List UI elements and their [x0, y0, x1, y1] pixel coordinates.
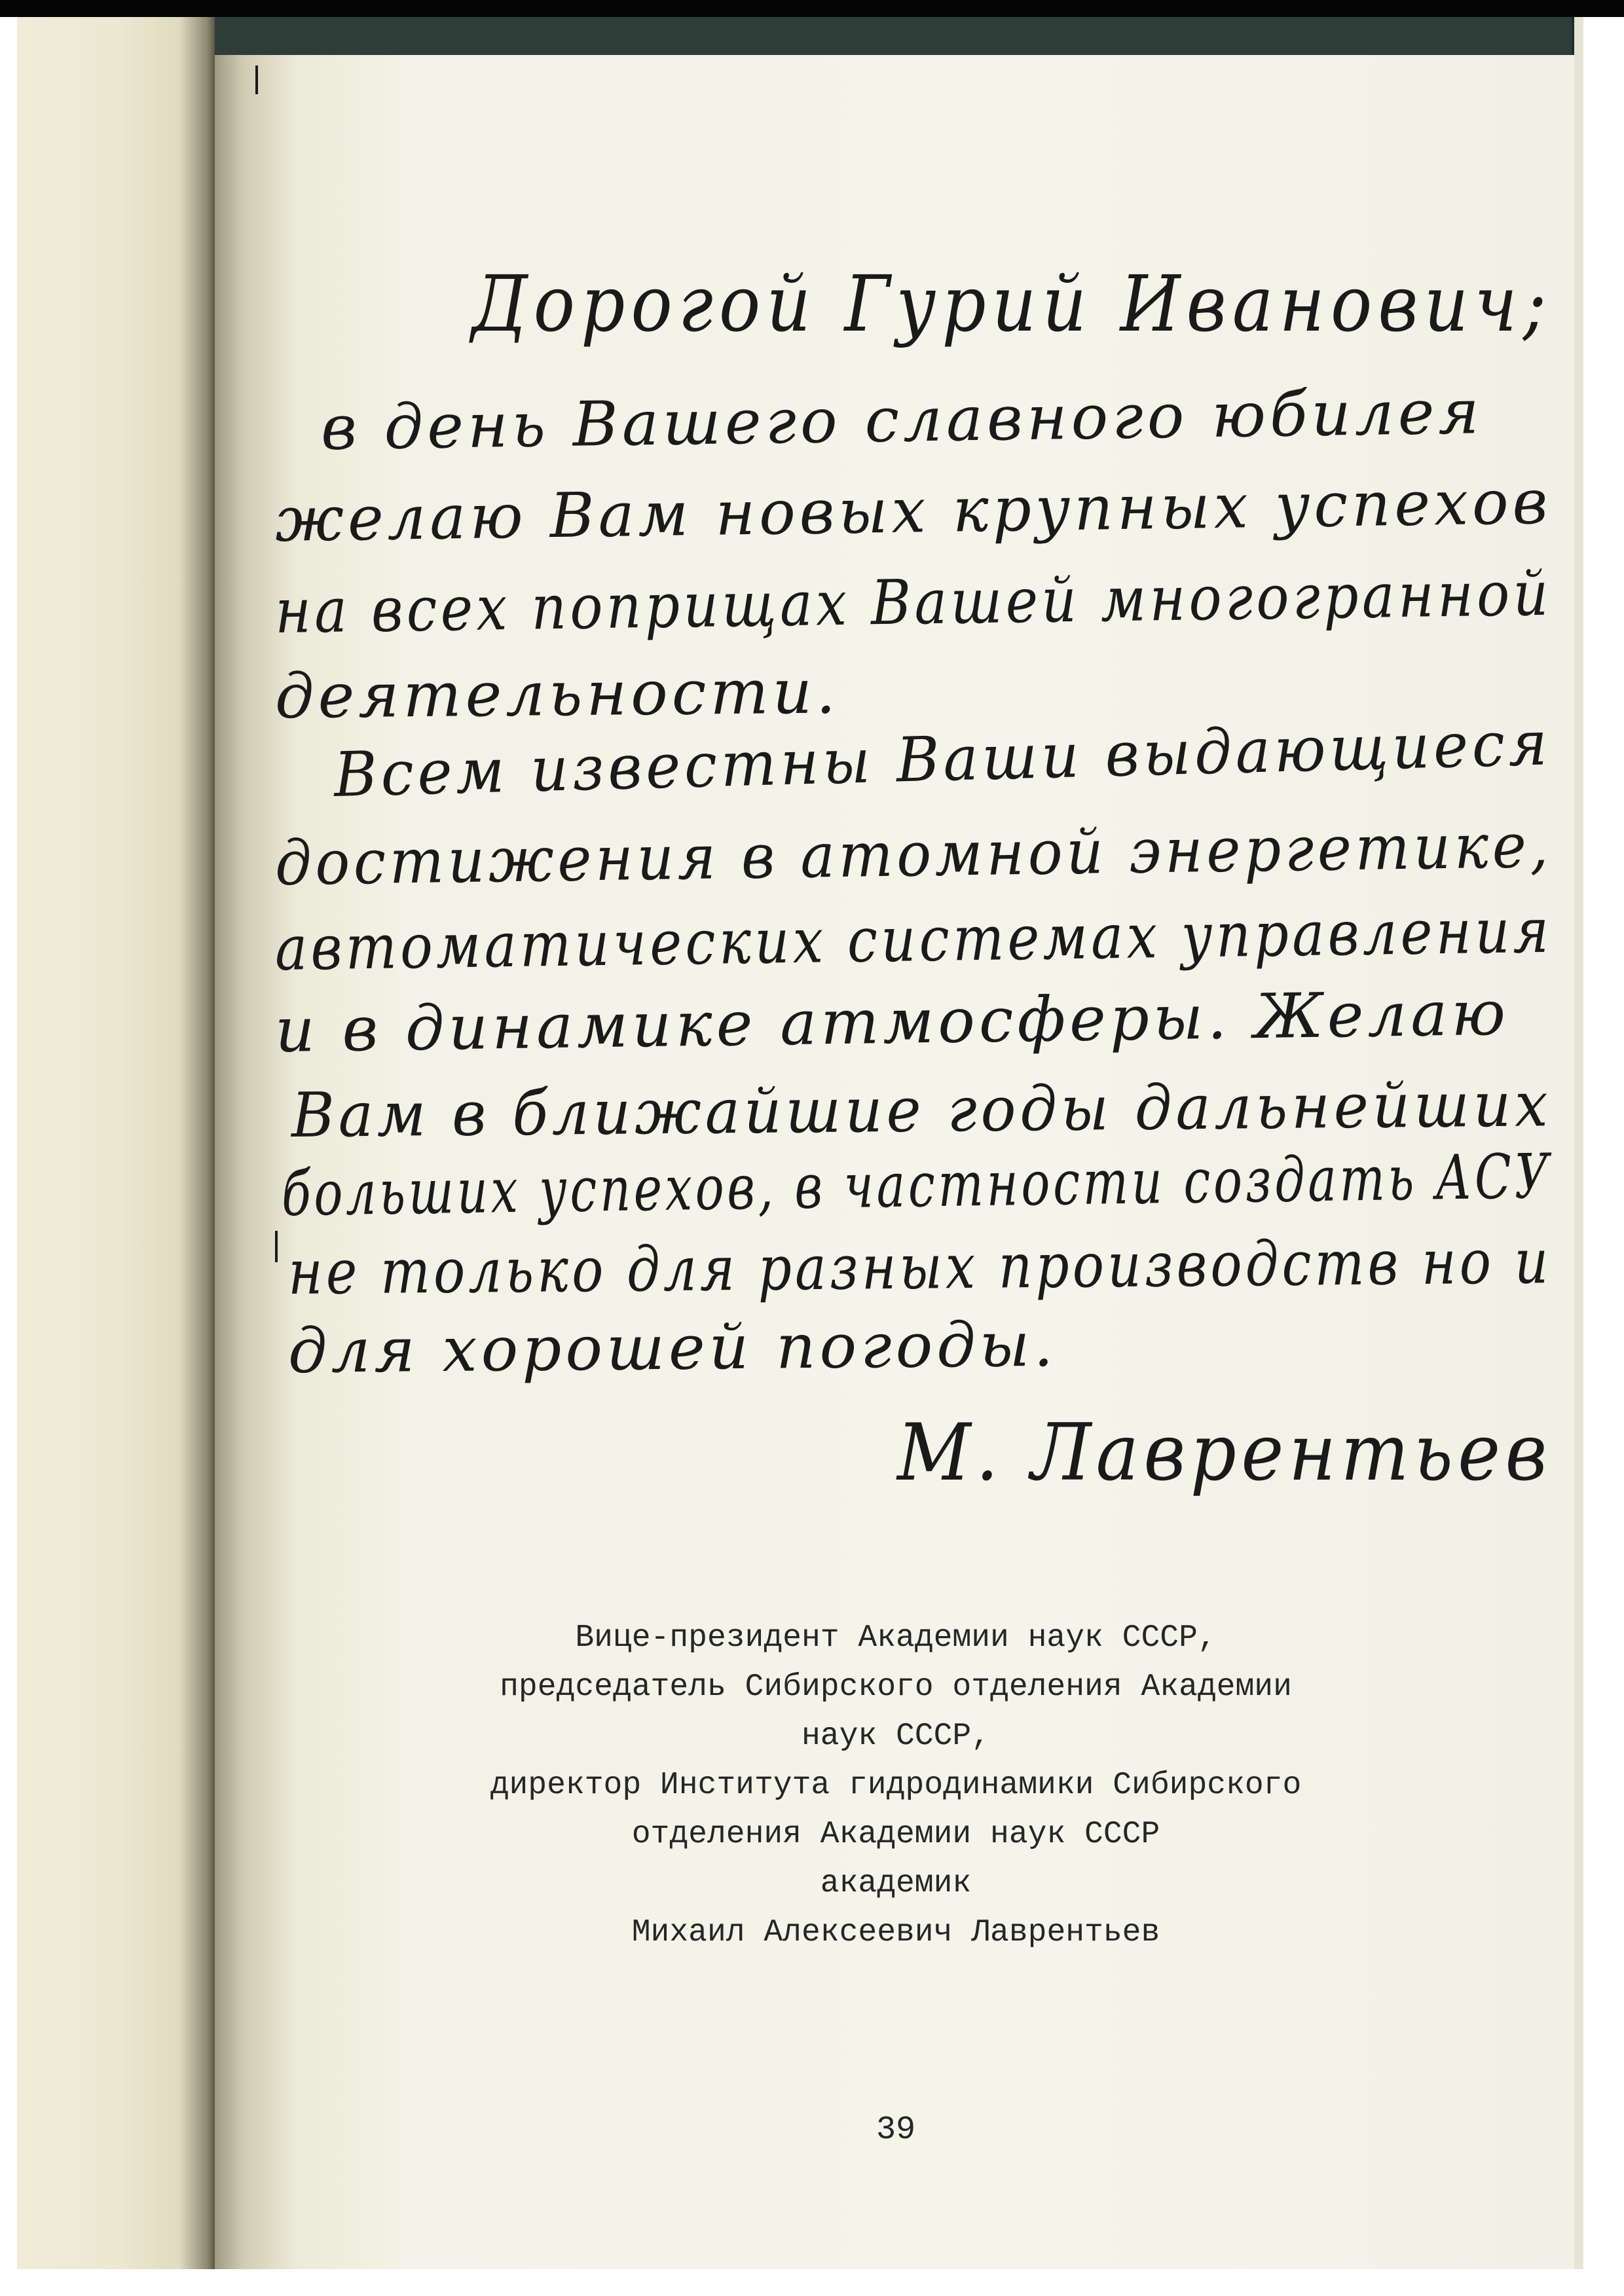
letter-line: желаю Вам новых крупных успехов [274, 466, 1552, 556]
caption-line: наук СССР, [801, 1719, 991, 1754]
caption-line: директор Института гидродинамики Сибирского [490, 1768, 1302, 1803]
caption-line: Михаил Алексеевич Лаврентьев [631, 1915, 1160, 1950]
letter-line: деятельности. [274, 656, 840, 733]
book-cover-edge [1574, 17, 1583, 2269]
letter-line: для хорошей погоды. [287, 1309, 1058, 1387]
letter-line: больших успехов, в частности создать АСУ [281, 1140, 1553, 1230]
scan-top-border [0, 0, 1624, 17]
signature: М. Лаврентьев [897, 1408, 1552, 1499]
letter-line: в день Вашего славного юбилея [320, 376, 1484, 464]
caption-line: отделения Академии наук СССР [631, 1817, 1160, 1852]
letter-line: автоматических системах управления [274, 895, 1553, 985]
letter-line: и в динамике атмосферы. Желаю [274, 977, 1510, 1066]
letter-line: не только для разных производств но и [287, 1226, 1552, 1309]
caption-line: академик [820, 1866, 972, 1901]
letter-line: Всем известны Ваши выдающиеся [333, 708, 1552, 811]
letter-line: Вам в ближайшие годы дальнейших [291, 1069, 1552, 1152]
pen-mark [275, 1231, 278, 1262]
caption-line: председатель Сибирского отделения Академии [500, 1669, 1292, 1705]
page-number: 39 [876, 2111, 915, 2149]
caption-line: Вице-президент Академии наук СССР, [575, 1620, 1217, 1656]
letter-line: достижения в атомной энергетике, [274, 810, 1553, 900]
letter-salutation: Дорогой Гурий Иванович; [471, 259, 1553, 349]
letter-line: на всех поприщах Вашей многогранной [274, 558, 1553, 647]
pen-mark [255, 65, 258, 94]
show-through-text [111, 196, 203, 1702]
book-cover-strip [215, 17, 1574, 55]
